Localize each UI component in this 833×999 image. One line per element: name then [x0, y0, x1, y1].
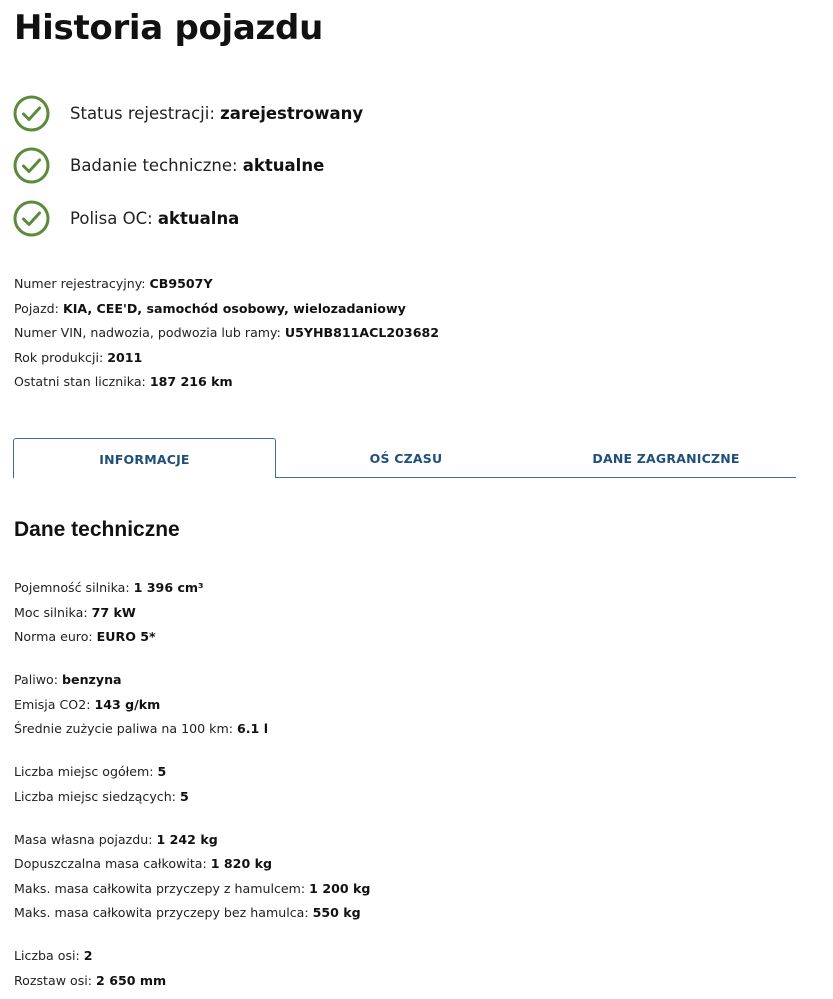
tech-value: 1 200 kg: [309, 880, 371, 896]
tech-group-seats: [14, 760, 714, 809]
tech-label: Liczba miejsc siedzących:: [14, 788, 176, 804]
info-registration-number: [14, 272, 439, 297]
tech-label: Średnie zużycie paliwa na 100 km:: [14, 721, 233, 736]
status-text: [70, 104, 363, 123]
tab-os-czasu[interactable]: OŚ CZASU: [369, 450, 443, 466]
tech-label: Masa własna pojazdu:: [14, 831, 153, 847]
technical-data: [14, 576, 714, 999]
tech-row: [14, 969, 714, 994]
info-vin: [14, 321, 439, 346]
tech-value: 2: [83, 948, 93, 963]
tech-row: [14, 828, 714, 853]
tech-row: [14, 668, 714, 693]
tech-row: [14, 944, 714, 969]
tech-row: [14, 576, 714, 601]
info-odometer: [14, 370, 439, 395]
check-circle-icon: [13, 147, 50, 184]
info-value: CB9507Y: [149, 276, 213, 291]
tech-label: Pojemność silnika:: [14, 580, 130, 595]
tech-label: Paliwo:: [14, 672, 58, 687]
status-text: [70, 209, 239, 228]
tech-value: 5: [179, 788, 189, 804]
tech-label: Emisja CO2:: [14, 696, 91, 712]
status-label: Badanie techniczne:: [70, 155, 238, 175]
tech-value: 1 396 cm³: [133, 580, 204, 595]
info-value: U5YHB811ACL203682: [284, 325, 439, 340]
status-registration: [13, 94, 363, 132]
vehicle-info: [14, 272, 439, 395]
tech-value: 5: [157, 764, 167, 779]
info-label: Numer rejestracyjny:: [14, 276, 146, 291]
tech-label: Dopuszczalna masa całkowita:: [14, 856, 207, 871]
tech-value: benzyna: [62, 672, 122, 687]
info-label: Numer VIN, nadwozia, podwozia lub ramy:: [14, 325, 281, 340]
check-circle-icon: [13, 200, 50, 237]
tech-value: 77 kW: [91, 604, 136, 620]
tech-row: [14, 717, 714, 742]
status-value: aktualna: [157, 208, 240, 228]
tech-row: [14, 852, 714, 877]
check-circle-icon: [13, 95, 50, 132]
info-value: 2011: [107, 349, 143, 365]
tech-group-axles: [14, 944, 714, 993]
tech-value: 2 650 mm: [96, 972, 167, 988]
tech-row: [14, 901, 714, 926]
tech-row: [14, 877, 714, 902]
tech-label: Maks. masa całkowita przyczepy z hamulcem:: [14, 880, 306, 896]
tech-label: Liczba miejsc ogółem:: [14, 764, 154, 779]
info-vehicle: [14, 297, 439, 322]
tech-row: [14, 601, 714, 626]
info-label: Pojazd:: [14, 300, 59, 316]
status-label: Polisa OC:: [70, 208, 153, 228]
tech-value: 143 g/km: [94, 696, 161, 712]
status-inspection: [13, 146, 324, 184]
tech-value: EURO 5*: [96, 629, 156, 644]
tech-group-engine: [14, 576, 714, 650]
tech-row: [14, 625, 714, 650]
tech-group-mass: [14, 828, 714, 926]
tech-label: Norma euro:: [14, 629, 93, 644]
tech-label: Maks. masa całkowita przyczepy bez hamulca:: [14, 905, 309, 920]
tab-bar: [13, 438, 796, 478]
status-value: zarejestrowany: [220, 103, 364, 123]
tech-group-fuel: [14, 668, 714, 742]
tech-row: [14, 760, 714, 785]
section-title: Dane techniczne: [14, 518, 180, 541]
tab-dane-zagraniczne[interactable]: DANE ZAGRANICZNE: [592, 450, 740, 466]
info-label: Rok produkcji:: [14, 349, 104, 365]
tech-value: 550 kg: [312, 905, 361, 920]
tech-value: 1 820 kg: [210, 856, 272, 871]
tab-informacje[interactable]: INFORMACJE: [13, 438, 276, 478]
info-value: 187 216 km: [149, 374, 233, 389]
tech-label: Rozstaw osi:: [14, 972, 93, 988]
info-label: Ostatni stan licznika:: [14, 374, 146, 389]
tech-label: Moc silnika:: [14, 604, 88, 620]
status-value: aktualne: [242, 155, 325, 175]
tech-value: 1 242 kg: [156, 831, 218, 847]
info-production-year: [14, 346, 439, 371]
tech-row: [14, 785, 714, 810]
page-title: Historia pojazdu: [14, 8, 323, 48]
status-insurance: [13, 199, 239, 237]
info-value: KIA, CEE'D, samochód osobowy, wielozadaniowy: [62, 300, 406, 316]
status-label: Status rejestracji:: [70, 103, 215, 123]
tech-row: [14, 693, 714, 718]
tech-label: Liczba osi:: [14, 948, 80, 963]
tech-value: 6.1 l: [237, 721, 269, 736]
status-text: [70, 156, 324, 175]
